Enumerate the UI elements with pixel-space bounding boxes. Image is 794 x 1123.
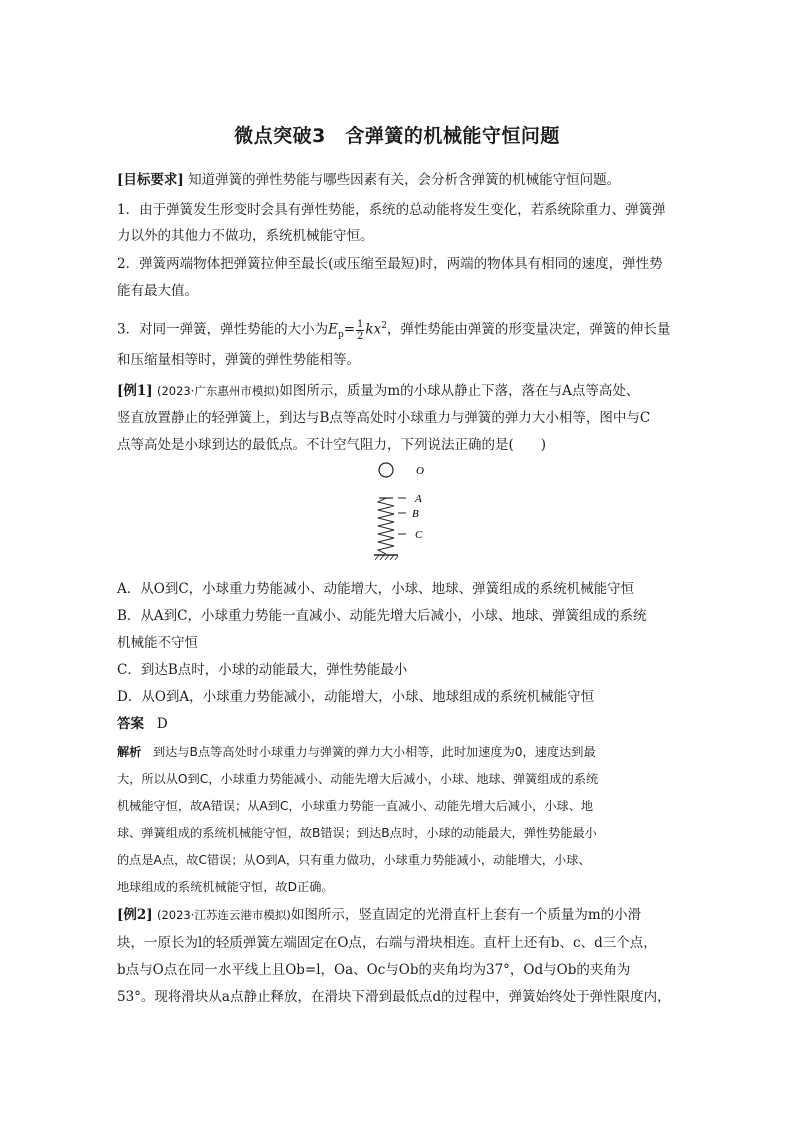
goal-tag: [目标要求] (117, 172, 184, 188)
fraction-denominator: 2 (357, 330, 364, 342)
example2-line-1 (117, 905, 679, 925)
ground-hatch (375, 555, 398, 560)
example2-line-4: 53°。现将滑块从a点静止释放，在滑块下滑到最低点d的过程中，弹簧始终处于弹性限度内， (117, 989, 671, 1005)
example1-source: (2023·广东惠州市模拟) (156, 384, 280, 398)
example2-source: (2023·江苏连云港市模拟) (156, 908, 291, 922)
analysis-line-3: 机械能守恒，故A错误；从A到C，小球重力势能一直减小、动能先增大后减小，小球、地 (117, 799, 594, 813)
formula-fraction (356, 319, 364, 342)
analysis-label: 解析 (117, 745, 142, 759)
formula-rhs: kx (365, 321, 382, 338)
fraction-numerator: 1 (357, 318, 364, 330)
answer-line (117, 714, 679, 734)
point-1-line-1: 1．由于弹簧发生形变时会具有弹性势能，系统的总动能将发生变化，若系统除重力、弹簧弹 (117, 202, 666, 218)
analysis-text-1: 到达与B点等高处时小球重力与弹簧的弹力大小相等，此时加速度为0，速度达到最 (153, 745, 596, 759)
example1-tag: [例1] (117, 383, 153, 399)
label-b: B (412, 508, 419, 520)
goal-line (117, 170, 679, 190)
formula-sup: 2 (381, 321, 387, 331)
point-3-line-2: 和压缩量相等时，弹簧的弹性势能相等。 (117, 352, 360, 368)
point-3-line-1 (117, 316, 679, 345)
point-3-after: ，弹性势能由弹簧的形变量决定，弹簧的伸长量 (386, 321, 671, 338)
answer-label: 答案 (117, 716, 144, 732)
analysis-line-6: 地球组成的系统机械能守恒，故D正确。 (117, 880, 334, 894)
spring-coil (378, 498, 394, 554)
answer-value: D (156, 716, 168, 732)
example2-tag: [例2] (117, 907, 153, 923)
point-2-line-1: 2．弹簧两端物体把弹簧拉伸至最长(或压缩至最短)时，两端的物体具有相同的速度，弹性势 (117, 256, 663, 272)
formula-sub: p (337, 330, 344, 341)
formula-lhs: E (328, 321, 338, 338)
option-b-line-1: B．从A到C，小球重力势能一直减小、动能先增大后减小，小球、地球、弹簧组成的系统 (117, 608, 647, 624)
example2-line-3: b点与O点在同一水平线上且Ob=l，Oa、Oc与Ob的夹角均为37°，Od与Ob的夹角为 (117, 962, 631, 978)
goal-text: 知道弹簧的弹性势能与哪些因素有关，会分析含弹簧的机械能守恒问题。 (188, 172, 621, 188)
point-3-before: 3．对同一弹簧，弹性势能的大小为 (117, 321, 329, 338)
label-o: O (416, 465, 424, 477)
example1-text-1: 如图所示，质量为m的小球从静止下落，落在与A点等高处、 (279, 383, 640, 399)
label-a: A (415, 493, 422, 505)
analysis-line-4: 球、弹簧组成的系统机械能守恒，故B错误；到达B点时，小球的动能最大，弹性势能最小 (117, 826, 597, 840)
label-c: C (415, 529, 423, 541)
ball-icon (379, 463, 393, 477)
example2-line-2: 块，一原长为l的轻质弹簧左端固定在O点，右端与滑块相连。直杆上还有b、c、d三个点， (117, 935, 657, 951)
analysis-line-5: 的点是A点，故C错误；从O到A，只有重力做功，小球重力势能减小，动能增大，小球、 (117, 853, 591, 867)
option-b-line-2: 机械能不守恒 (117, 635, 198, 651)
example1-line-2: 竖直放置静止的轻弹簧上，到达与B点等高处时小球重力与弹簧的弹力大小相等，图中与C (117, 410, 651, 426)
analysis-line-2: 大，所以从O到C，小球重力势能减小、动能先增大后减小，小球、地球、弹簧组成的系统 (117, 772, 599, 786)
page-title: 微点突破3 含弹簧的机械能守恒问题 (234, 125, 560, 147)
analysis-line-1 (117, 742, 679, 762)
option-a: A．从O到C，小球重力势能减小、动能增大，小球、地球、弹簧组成的系统机械能守恒 (117, 581, 635, 597)
option-c: C．到达B点时，小球的动能最大，弹性势能最小 (117, 662, 408, 678)
example2-text-1: 如图所示，竖直固定的光滑直杆上套有一个质量为m的小滑 (290, 907, 642, 923)
option-d: D．从O到A，小球重力势能减小，动能增大，小球、地球组成的系统机械能守恒 (117, 689, 595, 705)
point-1-line-2: 力以外的其他力不做功，系统机械能守恒。 (117, 228, 374, 244)
point-2-line-2: 能有最大值。 (117, 283, 198, 299)
example1-line-3: 点等高处是小球到达的最低点。不计空气阻力，下列说法正确的是( ) (117, 437, 547, 453)
spring-figure (360, 458, 440, 568)
example1-line-1 (117, 381, 679, 401)
formula-eq: = (343, 321, 356, 338)
